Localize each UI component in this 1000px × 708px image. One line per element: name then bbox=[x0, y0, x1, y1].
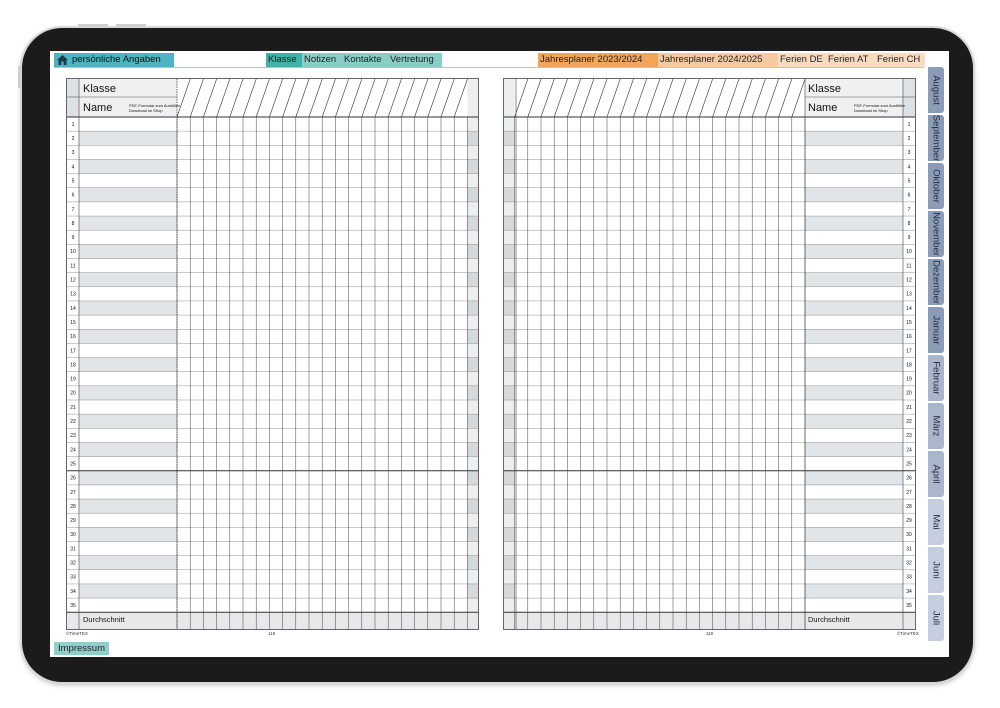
left-page-number: 118 bbox=[268, 631, 276, 636]
row-number: 5 bbox=[907, 178, 911, 185]
row-shade bbox=[805, 159, 903, 173]
month-tab-label: Januar bbox=[930, 315, 942, 345]
summary-cell bbox=[467, 358, 478, 372]
summary-cell bbox=[504, 527, 515, 541]
header-diagonal bbox=[752, 79, 765, 117]
month-tab-5[interactable] bbox=[928, 259, 944, 305]
summary-cell bbox=[504, 315, 515, 329]
header-diagonal bbox=[428, 79, 441, 117]
summary-cell bbox=[504, 428, 515, 442]
row-number: 17 bbox=[906, 348, 912, 355]
month-tab-4[interactable] bbox=[928, 211, 944, 257]
header-diagonal bbox=[177, 79, 190, 117]
name-label: Name bbox=[808, 102, 838, 114]
header-diagonal bbox=[567, 79, 580, 117]
summary-cell bbox=[467, 386, 478, 400]
tab-vertretung[interactable] bbox=[388, 53, 442, 67]
row-shade bbox=[79, 414, 177, 428]
summary-cell bbox=[467, 259, 478, 273]
row-number: 18 bbox=[906, 362, 912, 369]
header-diagonal bbox=[349, 79, 362, 117]
header-diagonal bbox=[401, 79, 414, 117]
row-number: 9 bbox=[71, 235, 75, 242]
row-number: 34 bbox=[70, 588, 76, 595]
row-number: 5 bbox=[71, 178, 75, 185]
month-tab-label: Mai bbox=[930, 514, 942, 530]
header-diagonal bbox=[660, 79, 673, 117]
row-number: 4 bbox=[71, 164, 75, 171]
side-button bbox=[18, 66, 21, 88]
row-number: 30 bbox=[70, 532, 76, 539]
month-tab-9[interactable] bbox=[928, 451, 944, 497]
row-number: 8 bbox=[71, 220, 75, 227]
summary-cell bbox=[504, 259, 515, 273]
power-button bbox=[116, 24, 146, 27]
durchschnitt-label: Durchschnitt bbox=[83, 615, 125, 624]
row-number: 25 bbox=[70, 461, 76, 468]
header-diagonal bbox=[309, 79, 322, 117]
header-diagonal bbox=[686, 79, 699, 117]
summary-cell bbox=[504, 202, 515, 216]
row-shade bbox=[805, 556, 903, 570]
summary-cell bbox=[467, 542, 478, 556]
summary-cell bbox=[467, 584, 478, 598]
volume-button bbox=[78, 24, 108, 27]
row-number: 26 bbox=[70, 475, 76, 482]
row-shade bbox=[805, 244, 903, 258]
header-diagonal bbox=[699, 79, 712, 117]
home-icon bbox=[57, 55, 68, 65]
header-diagonal bbox=[454, 79, 467, 117]
row-number: 11 bbox=[70, 263, 76, 270]
summary-cell bbox=[504, 372, 515, 386]
summary-cell bbox=[467, 442, 478, 456]
row-number: 20 bbox=[906, 390, 912, 397]
row-number: 2 bbox=[907, 136, 911, 143]
klasse-label: Klasse bbox=[808, 83, 842, 95]
row-number: 8 bbox=[907, 220, 911, 227]
summary-cell bbox=[467, 471, 478, 485]
summary-cell bbox=[504, 414, 515, 428]
tab-klasse-label: Klasse bbox=[268, 54, 297, 65]
row-shade bbox=[805, 358, 903, 372]
durchschnitt-label: Durchschnitt bbox=[808, 615, 850, 624]
right-copyright: ©TimeTEX bbox=[897, 631, 919, 636]
summary-cell bbox=[467, 315, 478, 329]
summary-cell bbox=[504, 117, 515, 131]
row-number: 27 bbox=[906, 489, 912, 496]
header-diagonal bbox=[322, 79, 335, 117]
header-diagonal bbox=[388, 79, 401, 117]
summary-cell bbox=[504, 556, 515, 570]
month-tab-1[interactable] bbox=[928, 67, 944, 113]
left-page bbox=[66, 78, 479, 630]
summary-cell bbox=[504, 542, 515, 556]
row-number: 18 bbox=[70, 362, 76, 369]
summary-cell bbox=[504, 343, 515, 357]
summary-cell bbox=[467, 485, 478, 499]
header-diagonal bbox=[217, 79, 230, 117]
row-number: 32 bbox=[70, 560, 76, 567]
summary-cell bbox=[504, 457, 515, 471]
header-diagonal bbox=[607, 79, 620, 117]
month-tab-label: Juni bbox=[930, 561, 942, 579]
pdf-note-line2: Download im Shop bbox=[129, 108, 163, 113]
row-number: 1 bbox=[907, 121, 911, 128]
row-shade bbox=[79, 131, 177, 145]
row-number: 30 bbox=[906, 532, 912, 539]
header-diagonal bbox=[335, 79, 348, 117]
row-number: 22 bbox=[906, 419, 912, 426]
header-diagonal bbox=[190, 79, 203, 117]
tab-jahresplaner-2024-label: Jahresplaner 2024/2025 bbox=[660, 54, 763, 65]
row-number: 6 bbox=[71, 192, 75, 199]
row-number: 23 bbox=[70, 433, 76, 440]
tab-ferien-ch-label: Ferien CH bbox=[877, 54, 921, 65]
month-tab-12[interactable] bbox=[928, 595, 944, 641]
summary-cell bbox=[504, 471, 515, 485]
month-tab-11[interactable] bbox=[928, 547, 944, 593]
tab-ferien-de-label: Ferien DE bbox=[780, 54, 823, 65]
header-diagonal bbox=[243, 79, 256, 117]
row-shade bbox=[805, 329, 903, 343]
tab-notizen-label: Notizen bbox=[304, 54, 337, 65]
header-diagonal bbox=[779, 79, 792, 117]
row-number: 13 bbox=[906, 291, 912, 298]
row-number: 21 bbox=[906, 404, 912, 411]
header-diagonal bbox=[792, 79, 805, 117]
row-number: 10 bbox=[906, 249, 912, 256]
row-number: 34 bbox=[906, 588, 912, 595]
tab-ferien-at[interactable] bbox=[826, 53, 875, 67]
row-number: 19 bbox=[906, 376, 912, 383]
header-diagonal bbox=[554, 79, 567, 117]
row-number: 21 bbox=[70, 404, 76, 411]
header-diagonal bbox=[296, 79, 309, 117]
row-number: 33 bbox=[906, 574, 912, 581]
summary-cell bbox=[467, 202, 478, 216]
footer-row-bg bbox=[504, 612, 915, 629]
row-number: 16 bbox=[70, 334, 76, 341]
row-number: 13 bbox=[70, 291, 76, 298]
header-diagonal bbox=[375, 79, 388, 117]
tab-personal-info-label: persönliche Angaben bbox=[72, 54, 161, 65]
header-diagonal bbox=[673, 79, 686, 117]
right-grade-table bbox=[504, 79, 915, 629]
row-number: 11 bbox=[906, 263, 912, 270]
header-diagonal bbox=[362, 79, 375, 117]
row-number: 29 bbox=[906, 518, 912, 525]
pdf-note-line2: Download im Shop bbox=[854, 108, 888, 113]
row-number: 28 bbox=[70, 503, 76, 510]
summary-cell bbox=[467, 230, 478, 244]
row-number: 31 bbox=[70, 546, 76, 553]
row-shade bbox=[79, 216, 177, 230]
header-diagonal bbox=[441, 79, 454, 117]
row-shade bbox=[79, 527, 177, 541]
summary-cell bbox=[504, 287, 515, 301]
header-diagonal bbox=[256, 79, 269, 117]
summary-cell bbox=[504, 216, 515, 230]
row-number: 19 bbox=[70, 376, 76, 383]
row-shade bbox=[805, 216, 903, 230]
tab-jahresplaner-2023[interactable] bbox=[538, 53, 658, 67]
top-navigation bbox=[50, 53, 949, 68]
row-number: 15 bbox=[70, 319, 76, 326]
month-tab-6[interactable] bbox=[928, 307, 944, 353]
summary-cell bbox=[504, 400, 515, 414]
header-diagonal bbox=[541, 79, 554, 117]
tab-ferien-at-label: Ferien AT bbox=[828, 54, 869, 65]
summary-cell bbox=[467, 145, 478, 159]
row-number: 3 bbox=[907, 150, 911, 157]
row-number: 10 bbox=[70, 249, 76, 256]
tab-jahresplaner-2023-label: Jahresplaner 2023/2024 bbox=[540, 54, 643, 65]
row-shade bbox=[805, 131, 903, 145]
pdf-note-line1: PDF-Formular zum Ausfüllen bbox=[129, 103, 181, 108]
header-diagonal bbox=[203, 79, 216, 117]
header-number-area bbox=[67, 79, 79, 117]
row-shade bbox=[79, 244, 177, 258]
name-label: Name bbox=[83, 102, 113, 114]
row-shade bbox=[79, 386, 177, 400]
row-shade bbox=[79, 556, 177, 570]
row-number: 31 bbox=[906, 546, 912, 553]
header-summary-area bbox=[504, 79, 515, 117]
summary-cell bbox=[504, 442, 515, 456]
row-shade bbox=[805, 414, 903, 428]
row-number: 35 bbox=[70, 602, 76, 609]
summary-cell bbox=[467, 372, 478, 386]
row-shade bbox=[79, 442, 177, 456]
summary-cell bbox=[504, 485, 515, 499]
summary-cell bbox=[467, 188, 478, 202]
row-number: 17 bbox=[70, 348, 76, 355]
tab-vertretung-label: Vertretung bbox=[390, 54, 434, 65]
row-shade bbox=[79, 471, 177, 485]
summary-cell bbox=[467, 301, 478, 315]
row-shade bbox=[805, 273, 903, 287]
summary-cell bbox=[467, 216, 478, 230]
row-shade bbox=[805, 584, 903, 598]
tab-ferien-ch[interactable] bbox=[875, 53, 925, 67]
row-number: 33 bbox=[70, 574, 76, 581]
row-number: 3 bbox=[71, 150, 75, 157]
row-shade bbox=[79, 499, 177, 513]
summary-cell bbox=[467, 400, 478, 414]
row-number: 7 bbox=[71, 206, 75, 213]
summary-cell bbox=[467, 428, 478, 442]
month-tab-3[interactable] bbox=[928, 163, 944, 209]
header-diagonal bbox=[515, 79, 528, 117]
row-number: 6 bbox=[907, 192, 911, 199]
header-diagonal bbox=[415, 79, 428, 117]
row-shade bbox=[805, 301, 903, 315]
right-page bbox=[503, 78, 916, 630]
row-shade bbox=[805, 527, 903, 541]
month-tab-label: August bbox=[930, 75, 942, 105]
row-number: 32 bbox=[906, 560, 912, 567]
summary-cell bbox=[504, 273, 515, 287]
tab-klasse[interactable] bbox=[266, 53, 302, 67]
row-number: 1 bbox=[71, 121, 75, 128]
summary-cell bbox=[504, 159, 515, 173]
row-number: 12 bbox=[906, 277, 912, 284]
header-diagonal bbox=[739, 79, 752, 117]
header-diagonal bbox=[633, 79, 646, 117]
summary-cell bbox=[467, 414, 478, 428]
klasse-label: Klasse bbox=[83, 83, 117, 95]
row-shade bbox=[805, 499, 903, 513]
header-diagonal bbox=[647, 79, 660, 117]
summary-cell bbox=[467, 244, 478, 258]
tab-personal-info[interactable] bbox=[54, 53, 174, 67]
row-number: 22 bbox=[70, 419, 76, 426]
header-diagonal bbox=[269, 79, 282, 117]
header-diagonal bbox=[528, 79, 541, 117]
row-shade bbox=[79, 584, 177, 598]
month-tab-10[interactable] bbox=[928, 499, 944, 545]
summary-cell bbox=[467, 174, 478, 188]
summary-cell bbox=[504, 584, 515, 598]
impressum-link[interactable]: Impressum bbox=[54, 642, 109, 655]
summary-cell bbox=[504, 188, 515, 202]
row-number: 14 bbox=[70, 305, 76, 312]
month-tab-8[interactable] bbox=[928, 403, 944, 449]
row-number: 35 bbox=[906, 602, 912, 609]
row-number: 9 bbox=[907, 235, 911, 242]
summary-cell bbox=[467, 556, 478, 570]
summary-cell bbox=[467, 287, 478, 301]
row-number: 7 bbox=[907, 206, 911, 213]
row-number: 14 bbox=[906, 305, 912, 312]
header-diagonal bbox=[581, 79, 594, 117]
month-tab-label: März bbox=[930, 415, 942, 437]
left-grade-table bbox=[67, 79, 478, 629]
summary-cell bbox=[504, 386, 515, 400]
row-number: 27 bbox=[70, 489, 76, 496]
summary-cell bbox=[467, 117, 478, 131]
month-tab-label: Oktober bbox=[930, 169, 942, 203]
summary-cell bbox=[467, 273, 478, 287]
summary-cell bbox=[467, 343, 478, 357]
summary-cell bbox=[467, 598, 478, 612]
summary-cell bbox=[467, 457, 478, 471]
row-number: 28 bbox=[906, 503, 912, 510]
month-tab-label: Februar bbox=[930, 361, 942, 395]
row-shade bbox=[805, 188, 903, 202]
summary-cell bbox=[467, 131, 478, 145]
tab-kontakte-label: Kontakte bbox=[344, 54, 382, 65]
tab-ferien-de[interactable] bbox=[778, 53, 826, 67]
row-number: 4 bbox=[907, 164, 911, 171]
header-diagonal bbox=[713, 79, 726, 117]
summary-cell bbox=[504, 329, 515, 343]
row-shade bbox=[79, 273, 177, 287]
row-shade bbox=[79, 358, 177, 372]
month-tab-2[interactable] bbox=[928, 115, 944, 161]
summary-cell bbox=[467, 570, 478, 584]
header-diagonal bbox=[765, 79, 778, 117]
month-tab-7[interactable] bbox=[928, 355, 944, 401]
tab-notizen[interactable] bbox=[302, 53, 342, 67]
row-number: 25 bbox=[906, 461, 912, 468]
summary-cell bbox=[504, 499, 515, 513]
summary-cell bbox=[504, 230, 515, 244]
summary-cell bbox=[504, 131, 515, 145]
footer-row-bg bbox=[67, 612, 478, 629]
row-number: 16 bbox=[906, 334, 912, 341]
summary-cell bbox=[504, 598, 515, 612]
row-number: 26 bbox=[906, 475, 912, 482]
screen bbox=[50, 51, 949, 657]
summary-cell bbox=[504, 570, 515, 584]
summary-cell bbox=[467, 329, 478, 343]
summary-cell bbox=[504, 358, 515, 372]
month-tab-label: Dezember bbox=[930, 260, 942, 304]
header-diagonal bbox=[620, 79, 633, 117]
summary-cell bbox=[504, 513, 515, 527]
header-number-area bbox=[903, 79, 915, 117]
month-tab-label: November bbox=[930, 212, 942, 256]
summary-cell bbox=[504, 174, 515, 188]
row-shade bbox=[79, 329, 177, 343]
left-copyright: ©TimeTEX bbox=[66, 631, 88, 636]
header-diagonal bbox=[594, 79, 607, 117]
summary-cell bbox=[467, 513, 478, 527]
row-shade bbox=[79, 188, 177, 202]
summary-cell bbox=[467, 159, 478, 173]
row-shade bbox=[805, 386, 903, 400]
summary-cell bbox=[467, 527, 478, 541]
row-number: 24 bbox=[70, 447, 76, 454]
header-summary-area bbox=[467, 79, 478, 117]
month-tab-label: September bbox=[930, 114, 942, 162]
row-shade bbox=[79, 301, 177, 315]
month-tab-label: Juli bbox=[930, 610, 942, 626]
summary-cell bbox=[504, 244, 515, 258]
row-shade bbox=[805, 442, 903, 456]
header-diagonal bbox=[230, 79, 243, 117]
row-number: 20 bbox=[70, 390, 76, 397]
summary-cell bbox=[504, 145, 515, 159]
summary-cell bbox=[504, 301, 515, 315]
row-number: 23 bbox=[906, 433, 912, 440]
tab-jahresplaner-2024[interactable] bbox=[658, 53, 778, 67]
summary-cell bbox=[467, 499, 478, 513]
row-shade bbox=[79, 159, 177, 173]
right-page-number: 119 bbox=[706, 631, 714, 636]
row-number: 24 bbox=[906, 447, 912, 454]
pdf-note-line1: PDF-Formular zum Ausfüllen bbox=[854, 103, 906, 108]
nav-divider bbox=[54, 67, 924, 68]
header-diagonal bbox=[726, 79, 739, 117]
row-shade bbox=[805, 471, 903, 485]
row-number: 12 bbox=[70, 277, 76, 284]
tab-kontakte[interactable] bbox=[342, 53, 388, 67]
month-tab-label: April bbox=[930, 464, 942, 484]
row-number: 15 bbox=[906, 319, 912, 326]
header-diagonal bbox=[283, 79, 296, 117]
row-number: 2 bbox=[71, 136, 75, 143]
row-number: 29 bbox=[70, 518, 76, 525]
